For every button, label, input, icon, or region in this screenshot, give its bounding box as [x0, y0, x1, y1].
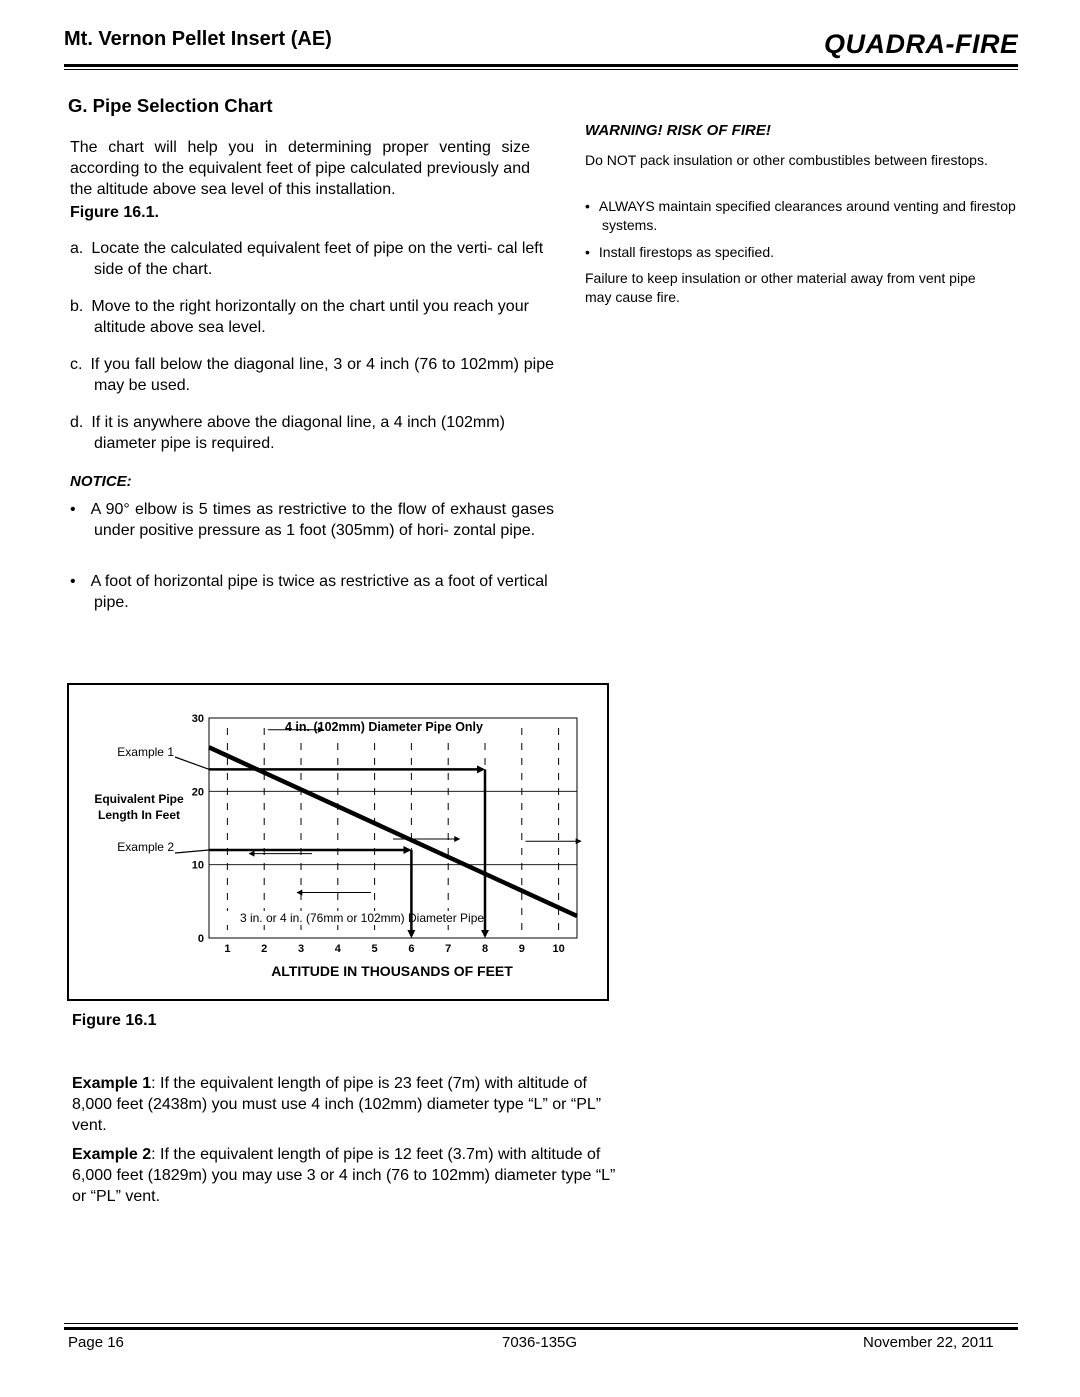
example-1-label: Example 1	[117, 745, 174, 759]
x-axis-label: ALTITUDE IN THOUSANDS OF FEET	[271, 963, 513, 979]
step-b	[70, 296, 554, 338]
step-a	[70, 238, 554, 280]
x-tick-label: 8	[481, 943, 489, 955]
warning-line-1: Do NOT pack insulation or other combustibles between firestops.	[585, 152, 988, 168]
y-axis-label-line-2: Length In Feet	[98, 808, 180, 822]
example-2-paragraph	[72, 1144, 617, 1207]
warning-bullet-2	[585, 243, 1022, 262]
example-2-leader	[175, 850, 209, 853]
notice-heading: NOTICE:	[70, 473, 132, 490]
warning-heading: WARNING! RISK OF FIRE!	[585, 122, 771, 139]
x-tick-label: 1	[224, 943, 231, 955]
example-2-label-text: Example 2	[72, 1146, 152, 1163]
x-tick-label: 4	[334, 943, 341, 955]
notice-bullet-2	[70, 571, 554, 613]
bullet-dot: •	[585, 198, 590, 214]
example-2-label: Example 2	[117, 840, 174, 854]
step-b-text: Move to the right horizontally on the chart until you reach your altitude above sea level.	[91, 298, 529, 336]
step-d-marker: d.	[70, 414, 84, 431]
pipe-selection-chart	[69, 685, 607, 999]
example-1-label-text: Example 1	[72, 1075, 152, 1092]
step-a-marker: a.	[70, 240, 84, 257]
warning-line-2: Failure to keep insulation or other material away from vent pipe may cause fire.	[585, 270, 976, 305]
brand-text: QUADRA-FIRE	[824, 29, 1018, 59]
footer-rule-thin	[64, 1323, 1018, 1324]
quadra-fire-logo	[822, 25, 1018, 61]
selection-diagonal-line	[209, 747, 577, 916]
header-rule-thick	[64, 64, 1018, 67]
bullet-dot: •	[70, 573, 76, 590]
step-d	[70, 412, 554, 454]
notice-bullet-1	[70, 499, 554, 541]
intro-paragraph: The chart will help you in determining proper venting size according to the equivalent feet of pipe calculated previously and the altitude above sea level of this installation.	[70, 139, 530, 198]
y-tick-label: 20	[191, 786, 204, 799]
figure-reference: Figure 16.1.	[70, 204, 159, 221]
header-rule-thin	[64, 69, 1018, 70]
document-date: November 22, 2011	[863, 1334, 994, 1351]
step-c-marker: c.	[70, 356, 83, 373]
x-tick-label: 3	[297, 943, 305, 955]
y-tick-label: 30	[191, 713, 204, 725]
x-tick-label: 6	[408, 943, 415, 955]
step-d-text: If it is anywhere above the diagonal line, a 4 inch (102mm) diameter pipe is required.	[91, 414, 505, 452]
y-axis-label-line-1: Equivalent Pipe	[94, 792, 184, 806]
section-title: G. Pipe Selection Chart	[68, 95, 273, 116]
x-tick-label: 9	[518, 943, 525, 955]
y-tick-label: 10	[191, 859, 204, 872]
example-1-text: : If the equivalent length of pipe is 23 feet (7m) with altitude of 8,000 feet (2438m) you must use 4 inch (102mm) diameter type “L” or “PL” vent.	[72, 1075, 602, 1134]
pipe-selection-chart-frame	[67, 683, 609, 1001]
bullet-dot: •	[585, 244, 590, 260]
bullet-dot: •	[70, 501, 76, 518]
step-a-text: Locate the calculated equivalent feet of pipe on the verti- cal left side of the chart.	[91, 240, 544, 278]
example-2-text: : If the equivalent length of pipe is 12 feet (3.7m) with altitude of 6,000 feet (1829m) you may use 3 or 4 inch (76 to 102mm) diameter type “L” or “PL” vent.	[72, 1146, 616, 1205]
warning-bullet-1	[585, 197, 1022, 235]
step-c-text: If you fall below the diagonal line, 3 or 4 inch (76 to 102mm) pipe may be used.	[90, 356, 554, 394]
step-c	[70, 354, 554, 396]
notice-bullet-1-text: A 90° elbow is 5 times as restrictive to the flow of exhaust gases under positive pressure as 1 foot (305mm) of hori- zontal pipe.	[90, 501, 554, 539]
plot-frame	[209, 718, 577, 938]
x-tick-label: 5	[371, 943, 378, 955]
notice-bullet-2-text: A foot of horizontal pipe is twice as restrictive as a foot of vertical pipe.	[90, 573, 548, 611]
step-b-marker: b.	[70, 298, 84, 315]
footer-rule-thick	[64, 1327, 1018, 1330]
header-title: Mt. Vernon Pellet Insert (AE)	[64, 28, 332, 50]
x-tick-label: 7	[445, 943, 452, 955]
x-tick-label: 10	[552, 943, 565, 955]
warning-bullet-2-text: Install firestops as specified.	[598, 244, 774, 260]
region-above-label: 4 in. (102mm) Diameter Pipe Only	[285, 720, 483, 734]
x-tick-label: 2	[261, 943, 268, 955]
doc-number: 7036-135G	[502, 1334, 578, 1351]
page-number: Page 16	[68, 1334, 124, 1351]
y-tick-label: 0	[197, 933, 204, 945]
example-1-leader	[175, 757, 209, 769]
example-1-paragraph	[72, 1073, 617, 1136]
figure-caption: Figure 16.1	[72, 1012, 157, 1029]
warning-bullet-1-text: ALWAYS maintain specified clearances around venting and firestop systems.	[598, 198, 1016, 233]
region-below-label: 3 in. or 4 in. (76mm or 102mm) Diameter Pipe	[239, 911, 485, 925]
